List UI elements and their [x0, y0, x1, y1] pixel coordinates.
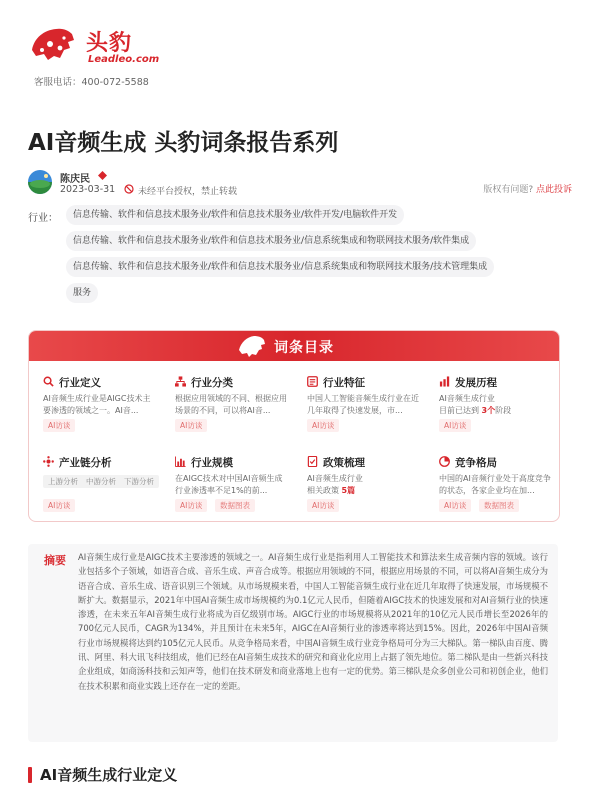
catalog-item-title: 产业链分析	[59, 457, 112, 469]
leopard-logo-icon	[238, 333, 266, 359]
ai-interview-pill[interactable]: AI访谈	[439, 499, 471, 512]
catalog-banner	[29, 331, 559, 361]
chain-icon	[43, 456, 54, 467]
hotline: 客服电话：400-072-5588	[34, 77, 149, 88]
catalog-item-title: 政策梳理	[323, 457, 365, 469]
catalog-item-classification[interactable]	[175, 375, 293, 453]
catalog-item-desc: 根据应用领域的不同、根据应用场景的不同，可以将AI音...	[175, 394, 287, 415]
abstract-text: AI音频生成行业是AIGC技术主要渗透的领域之一。AI音频生成行业是指利用人工智能技术和算法来生成音频内容的领域。该行业包括多个子领域，如语音合成、音乐生成、声音合成等。根据应用领域的不同，根据应用场景的不同，可以将AI音频生成分为语音合成、音乐生成、语音识别三个领域。从市场规模来看，中国人工智能音频生成行业在近几年取得了快速发展，市场规模不断扩大。数据显示，2021年中国AI音频生成市场规模约为0.1亿元人民币，但随着AIGC技术的快速发展和对AI音频行业的快速渗透，在未来五年AI音频生成行业将成为百亿级别市场。AIGC行业的市场规模将从2021年的10亿元人民币增长至2026年的700亿元人民币，CAGR为134%，并且预计在未来5年，AIGC在AI音频行业的渗透率将达到15%。因此，2026年中国AI音频行业市场规模将达到约105亿元人民币。从竞争格局来看，中国AI音频生成行业竞争格局可分为三大梯队。第一梯队由百度、腾讯、阿里、科大讯飞科技组成，他们已经在AI音频生成技术的研究和商业化应用上占据了领先地位。第二梯队是由一些新兴科技企业组成，如商汤科技和云知声等，他们在技术研发和商业落地上也有一定的优势。第三梯队是众多创业公司和初创企业，他们在技术积累和商业实践上还存在一定的差距。	[78, 552, 548, 691]
desc-prefix: AI音频生成行业	[307, 474, 363, 483]
ai-interview-pill[interactable]: AI访谈	[439, 419, 471, 432]
ai-interview-pill[interactable]: AI访谈	[307, 499, 339, 512]
brand-name[interactable]: 头豹	[86, 31, 133, 56]
pie-icon	[439, 456, 450, 467]
data-chart-pill[interactable]: 数据图表	[215, 499, 255, 512]
leopard-logo-icon[interactable]	[30, 24, 76, 64]
hierarchy-icon	[175, 376, 186, 387]
no-copy-icon	[124, 184, 134, 194]
ai-interview-pill[interactable]: AI访谈	[175, 419, 207, 432]
desc-prefix: AI音频生成行业	[439, 394, 495, 403]
site-header	[28, 22, 168, 92]
catalog-item-desc	[307, 473, 419, 497]
question-prefix: 版权有问题?	[483, 185, 534, 195]
ai-interview-pill[interactable]: AI访谈	[43, 499, 75, 512]
industry-tag[interactable]: 服务	[66, 283, 98, 303]
data-chart-pill[interactable]: 数据图表	[479, 499, 519, 512]
catalog-item-title: 发展历程	[455, 377, 497, 389]
publish-date: 2023-03-31	[60, 184, 116, 195]
catalog-item-title: 行业定义	[59, 377, 101, 389]
catalog-item-features[interactable]	[307, 375, 425, 453]
policy-icon	[307, 456, 318, 467]
ai-interview-pill[interactable]: AI访谈	[307, 419, 339, 432]
author-name[interactable]: 陈庆民	[60, 174, 90, 185]
avatar[interactable]	[28, 170, 52, 194]
catalog-item-title: 行业特征	[323, 377, 365, 389]
features-icon	[307, 376, 318, 387]
desc-line: 相关政策	[307, 486, 342, 495]
catalog-item-chain[interactable]	[43, 455, 161, 522]
industry-tag[interactable]: 信息传输、软件和信息技术服务业/软件和信息技术服务业/信息系统集成和物联网技术服务/技术管理集成	[66, 257, 494, 277]
industry-tag[interactable]: 信息传输、软件和信息技术服务业/软件和信息技术服务业/信息系统集成和物联网技术服务/软件集成	[66, 231, 476, 251]
catalog-item-desc: 中国的AI音频行业处于高度竞争的状态，各家企业均在加...	[439, 474, 551, 495]
catalog-item-title: 行业分类	[191, 377, 233, 389]
copyright-notice: 未经平台授权，禁止转载	[138, 187, 238, 197]
catalog-item-title: 竞争格局	[455, 457, 497, 469]
catalog-item-desc: AI音频生成行业是AIGC技术主要渗透的领域之一。AI音...	[43, 394, 151, 415]
catalog-item-desc: 在AIGC技术对中国AI音频生成行业渗透率不足1%的前...	[175, 474, 283, 495]
history-icon	[439, 376, 450, 387]
catalog-item-competition[interactable]	[439, 455, 557, 522]
catalog-item-policy[interactable]	[307, 455, 425, 522]
industry-label: 行业：	[28, 213, 58, 224]
catalog-item-scale[interactable]	[175, 455, 293, 522]
ai-interview-pill[interactable]: AI访谈	[175, 499, 207, 512]
complaint-link[interactable]: 点此投诉	[535, 185, 572, 195]
brand-site[interactable]: Leadleo.com	[88, 54, 160, 65]
magnifier-icon	[43, 376, 54, 387]
desc-line: 目前已达到	[439, 406, 482, 415]
catalog-item-title: 行业规模	[191, 457, 233, 469]
abstract-label: 摘要	[44, 554, 66, 567]
chain-stage-upstream[interactable]: 上游分析	[43, 475, 83, 488]
copyright-question	[483, 182, 572, 195]
catalog-item-history[interactable]	[439, 375, 557, 453]
section-title: AI音频生成行业定义	[40, 766, 178, 784]
author-row	[28, 170, 572, 196]
industry-tag[interactable]: 信息传输、软件和信息技术服务业/软件和信息技术服务业/软件开发/电脑软件开发	[66, 205, 404, 225]
chain-stage-midstream[interactable]: 中游分析	[81, 475, 121, 488]
chain-stage-downstream[interactable]: 下游分析	[119, 475, 159, 488]
desc-highlight: 5篇	[341, 486, 356, 495]
page-title: AI音频生成 头豹词条报告系列	[28, 130, 339, 156]
catalog-title: 词条目录	[274, 340, 334, 356]
catalog-item-desc	[439, 393, 551, 417]
bar-chart-icon	[175, 456, 186, 467]
ai-interview-pill[interactable]: AI访谈	[43, 419, 75, 432]
abstract-box	[28, 544, 558, 742]
verified-badge-icon	[98, 171, 107, 180]
catalog-item-desc: 中国人工智能音频生成行业在近几年取得了快速发展，市...	[307, 394, 419, 415]
catalog-card	[28, 330, 560, 522]
catalog-item-definition[interactable]	[43, 375, 161, 453]
catalog-title-wrap	[234, 333, 354, 359]
desc-suffix: 阶段	[495, 406, 512, 415]
section-accent-bar	[28, 767, 32, 783]
desc-highlight: 3个	[481, 406, 496, 415]
